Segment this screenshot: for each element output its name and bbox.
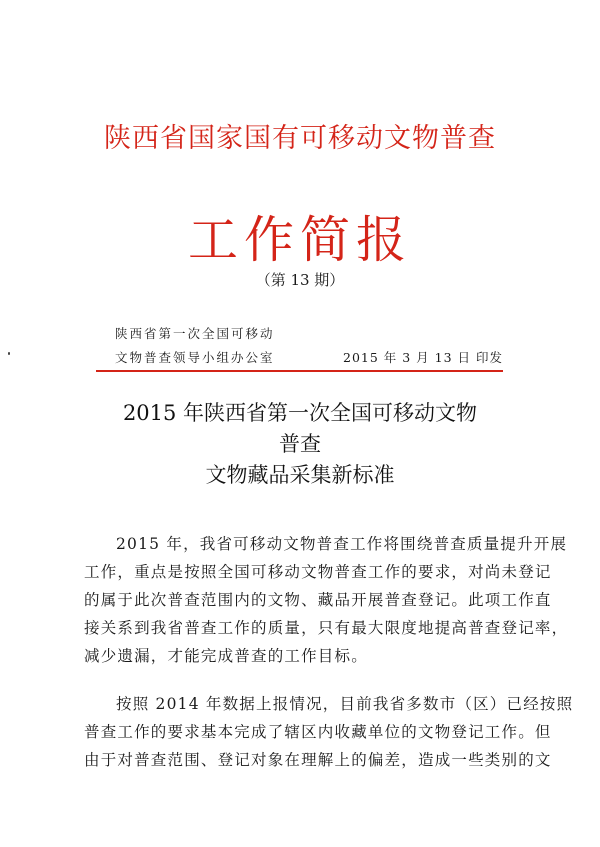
paragraph-line: 接关系到我省普查工作的质量，只有最大限度地提高普查登记率， — [84, 619, 569, 637]
issuer-line-1: 陕西省第一次全国可移动 — [115, 326, 275, 341]
article-title-line: 文物藏品采集新标准 — [205, 463, 395, 487]
paragraph-1 — [84, 530, 569, 670]
header-organization: 陕西省国家国有可移动文物普查 — [104, 123, 496, 154]
paragraph-line: 按照 2014 年数据上报情况，目前我省多数市（区）已经按照 — [116, 695, 574, 713]
paragraph-line: 2015 年，我省可移动文物普查工作将围绕普查质量提升开展 — [116, 535, 568, 553]
paragraph-line: 普查工作的要求基本完成了辖区内收藏单位的文物登记工作。但 — [84, 723, 552, 741]
paragraph-line: 由于对普查范围、登记对象在理解上的偏差，造成一些类别的文 — [84, 751, 552, 769]
paragraph-line: 的属于此次普查范围内的文物、藏品开展普查登记。此项工作直 — [84, 591, 552, 609]
paragraph-line: 减少遗漏，才能完成普查的工作目标。 — [84, 647, 368, 665]
article-title-line: 2015 年陕西省第一次全国可移动文物 — [122, 401, 478, 425]
paragraph-2 — [84, 690, 574, 774]
article-title — [60, 398, 540, 491]
issuer-line-2: 文物普查领导小组办公室 — [115, 350, 275, 365]
paragraph-line: 工作，重点是按照全国可移动文物普查工作的要求，对尚未登记 — [84, 563, 552, 581]
issue-number: （第 13 期） — [255, 271, 345, 289]
bulletin-title: 工作简报 — [188, 211, 412, 269]
header-divider — [96, 370, 503, 372]
article-title-line: 普查 — [279, 432, 321, 456]
issue-date: 2015 年 3 月 13 日 印发 — [343, 350, 504, 365]
scan-speck — [8, 352, 10, 355]
